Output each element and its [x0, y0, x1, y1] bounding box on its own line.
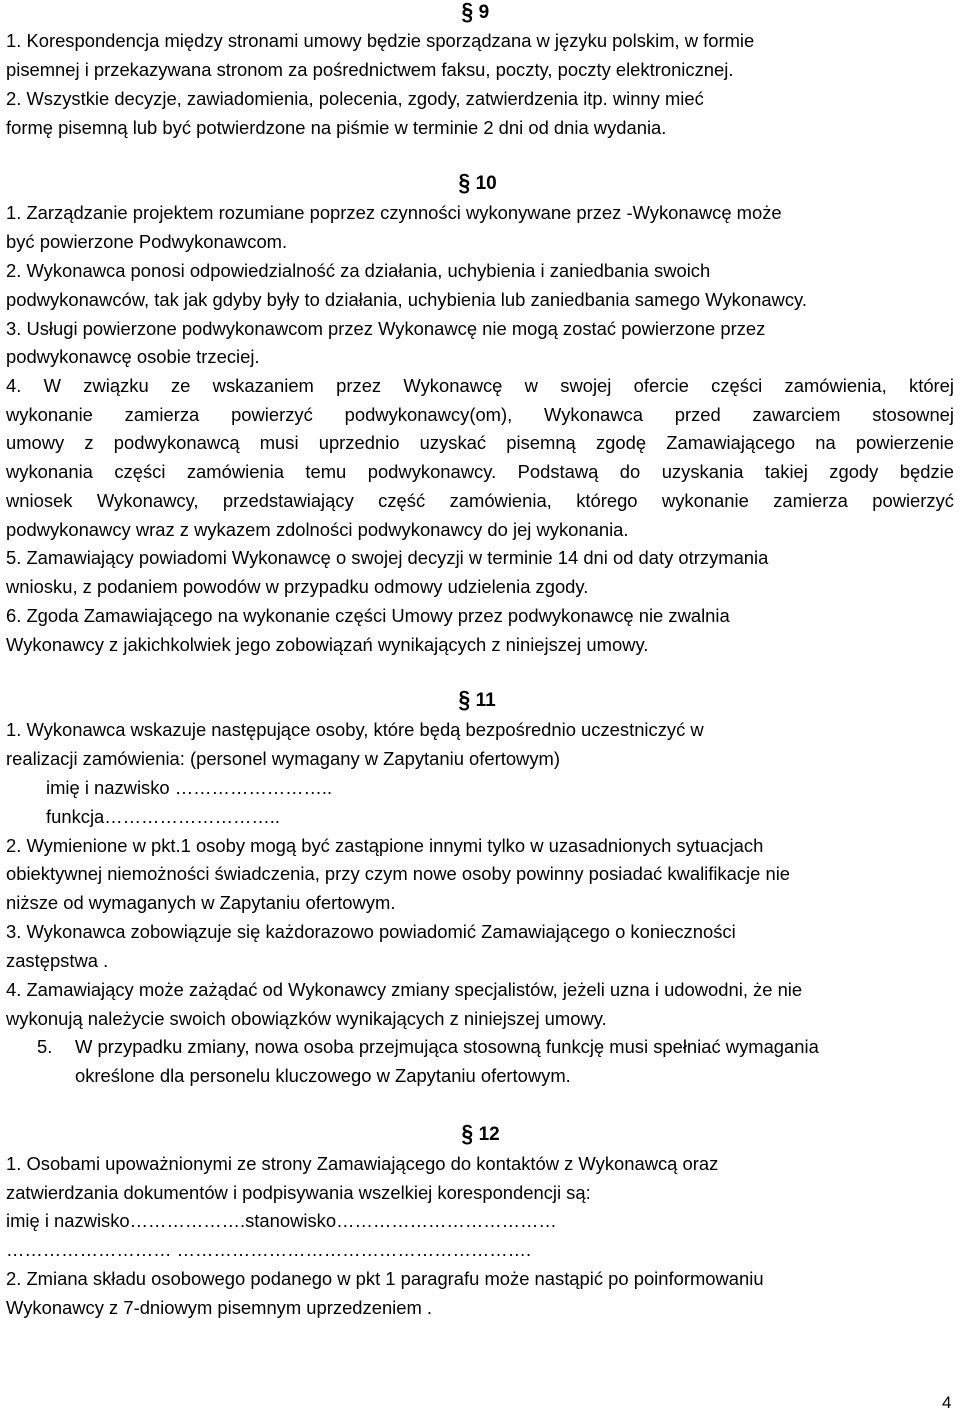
paragraph-line: W przypadku zmiany, nowa osoba przejmująca stosowną funkcję musi spełniać wymagania [75, 1036, 819, 1057]
paragraph-line: 1. Osobami upoważnionymi ze strony Zamawiającego do kontaktów z Wykonawcą oraz [6, 1153, 719, 1174]
paragraph-line: wykonanie zamierza powierzyć podwykonawcy(om), Wykonawca przed zawarciem stosownej [6, 404, 954, 425]
paragraph-line: 4. W związku ze wskazaniem przez Wykonawcę w swojej ofercie części zamówienia, której [6, 375, 954, 396]
paragraph-line: Wykonawcy z jakichkolwiek jego zobowiązań wynikających z niniejszej umowy. [6, 634, 649, 655]
paragraph-line: 2. Wszystkie decyzje, zawiadomienia, polecenia, zgody, zatwierdzenia itp. winny mieć [6, 88, 704, 109]
paragraph-line: 5. Zamawiający powiadomi Wykonawcę o swojej decyzji w terminie 14 dni od daty otrzymania [6, 547, 769, 568]
paragraph-line: wykonania części zamówienia temu podwykonawcy. Podstawą do uzyskania takiej zgody będzie [6, 461, 954, 482]
fill-in-dotted-line: ……………………… …………………………………………………. [6, 1239, 532, 1260]
paragraph-line: 1. Wykonawca wskazuje następujące osoby, które będą bezpośrednio uczestniczyć w [6, 719, 704, 740]
paragraph-line: niższe od wymaganych w Zapytaniu ofertowym. [6, 892, 396, 913]
section-heading-11: § 11 [458, 687, 496, 714]
paragraph-line: 4. Zamawiający może zażądać od Wykonawcy zmiany specjalistów, jeżeli uzna i udowodni, że nie [6, 979, 803, 1000]
paragraph-line: 1. Korespondencja między stronami umowy będzie sporządzana w języku polskim, w formie [6, 30, 755, 51]
section-heading-10: § 10 [458, 170, 497, 197]
paragraph-line: obiektywnej niemożności świadczenia, przy czym nowe osoby powinny posiadać kwalifikacje nie [6, 863, 791, 884]
paragraph-line: 1. Zarządzanie projektem rozumiane poprzez czynności wykonywane przez -Wykonawcę może [6, 202, 782, 223]
paragraph-line: podwykonawcę osobie trzeciej. [6, 346, 260, 367]
section-heading-9: § 9 [461, 0, 490, 26]
fill-in-name-line: imię i nazwisko …………………….. [46, 777, 333, 798]
paragraph-line: Wykonawcy z 7-dniowym pisemnym uprzedzeniem . [6, 1297, 433, 1318]
paragraph-line: 3. Usługi powierzone podwykonawcom przez Wykonawcę nie mogą zostać powierzone przez [6, 318, 766, 339]
paragraph-line: podwykonawcy wraz z wykazem zdolności podwykonawcy do jej wykonania. [6, 519, 629, 540]
page-number: 4 [942, 1393, 952, 1412]
section-heading-12: § 12 [461, 1121, 500, 1148]
paragraph-line: formę pisemną lub być potwierdzone na piśmie w terminie 2 dni od dnia wydania. [6, 117, 667, 138]
paragraph-line: 2. Wykonawca ponosi odpowiedzialność za działania, uchybienia i zaniedbania swoich [6, 260, 711, 281]
paragraph-line: pisemnej i przekazywana stronom za pośrednictwem faksu, poczty, poczty elektronicznej. [6, 59, 734, 80]
paragraph-line: być powierzone Podwykonawcom. [6, 231, 288, 252]
paragraph-line: umowy z podwykonawcą musi uprzednio uzyskać pisemną zgodę Zamawiającego na powierzenie [6, 432, 954, 453]
fill-in-function-line: funkcja……………………….. [46, 806, 281, 827]
paragraph-line: określone dla personelu kluczowego w Zapytaniu ofertowym. [75, 1065, 571, 1086]
paragraph-line: 3. Wykonawca zobowiązuje się każdorazowo powiadomić Zamawiającego o konieczności [6, 921, 736, 942]
paragraph-line: podwykonawców, tak jak gdyby były to działania, uchybienia lub zaniedbania samego Wykonawcy. [6, 289, 807, 310]
paragraph-line: wykonują należycie swoich obowiązków wynikających z niniejszej umowy. [6, 1008, 607, 1029]
paragraph-line: zatwierdzania dokumentów i podpisywania wszelkiej korespondencji są: [6, 1182, 591, 1203]
paragraph-line: realizacji zamówienia: (personel wymagany w Zapytaniu ofertowym) [6, 748, 560, 769]
paragraph-line: wniosku, z podaniem powodów w przypadku odmowy udzielenia zgody. [6, 576, 589, 597]
paragraph-line: 2. Wymienione w pkt.1 osoby mogą być zastąpione innymi tylko w uzasadnionych sytuacjach [6, 835, 764, 856]
paragraph-line: 6. Zgoda Zamawiającego na wykonanie części Umowy przez podwykonawcę nie zwalnia [6, 605, 730, 626]
fill-in-name-position-line: imię i nazwisko……………….stanowisko……………………………… [6, 1210, 557, 1231]
list-number: 5. [37, 1036, 53, 1057]
paragraph-line: wniosek Wykonawcy, przedstawiający część zamówienia, którego wykonanie zamierza powierzyć [6, 490, 954, 511]
paragraph-line: zastępstwa . [6, 950, 109, 971]
paragraph-line: 2. Zmiana składu osobowego podanego w pkt 1 paragrafu może nastąpić po poinformowaniu [6, 1268, 764, 1289]
